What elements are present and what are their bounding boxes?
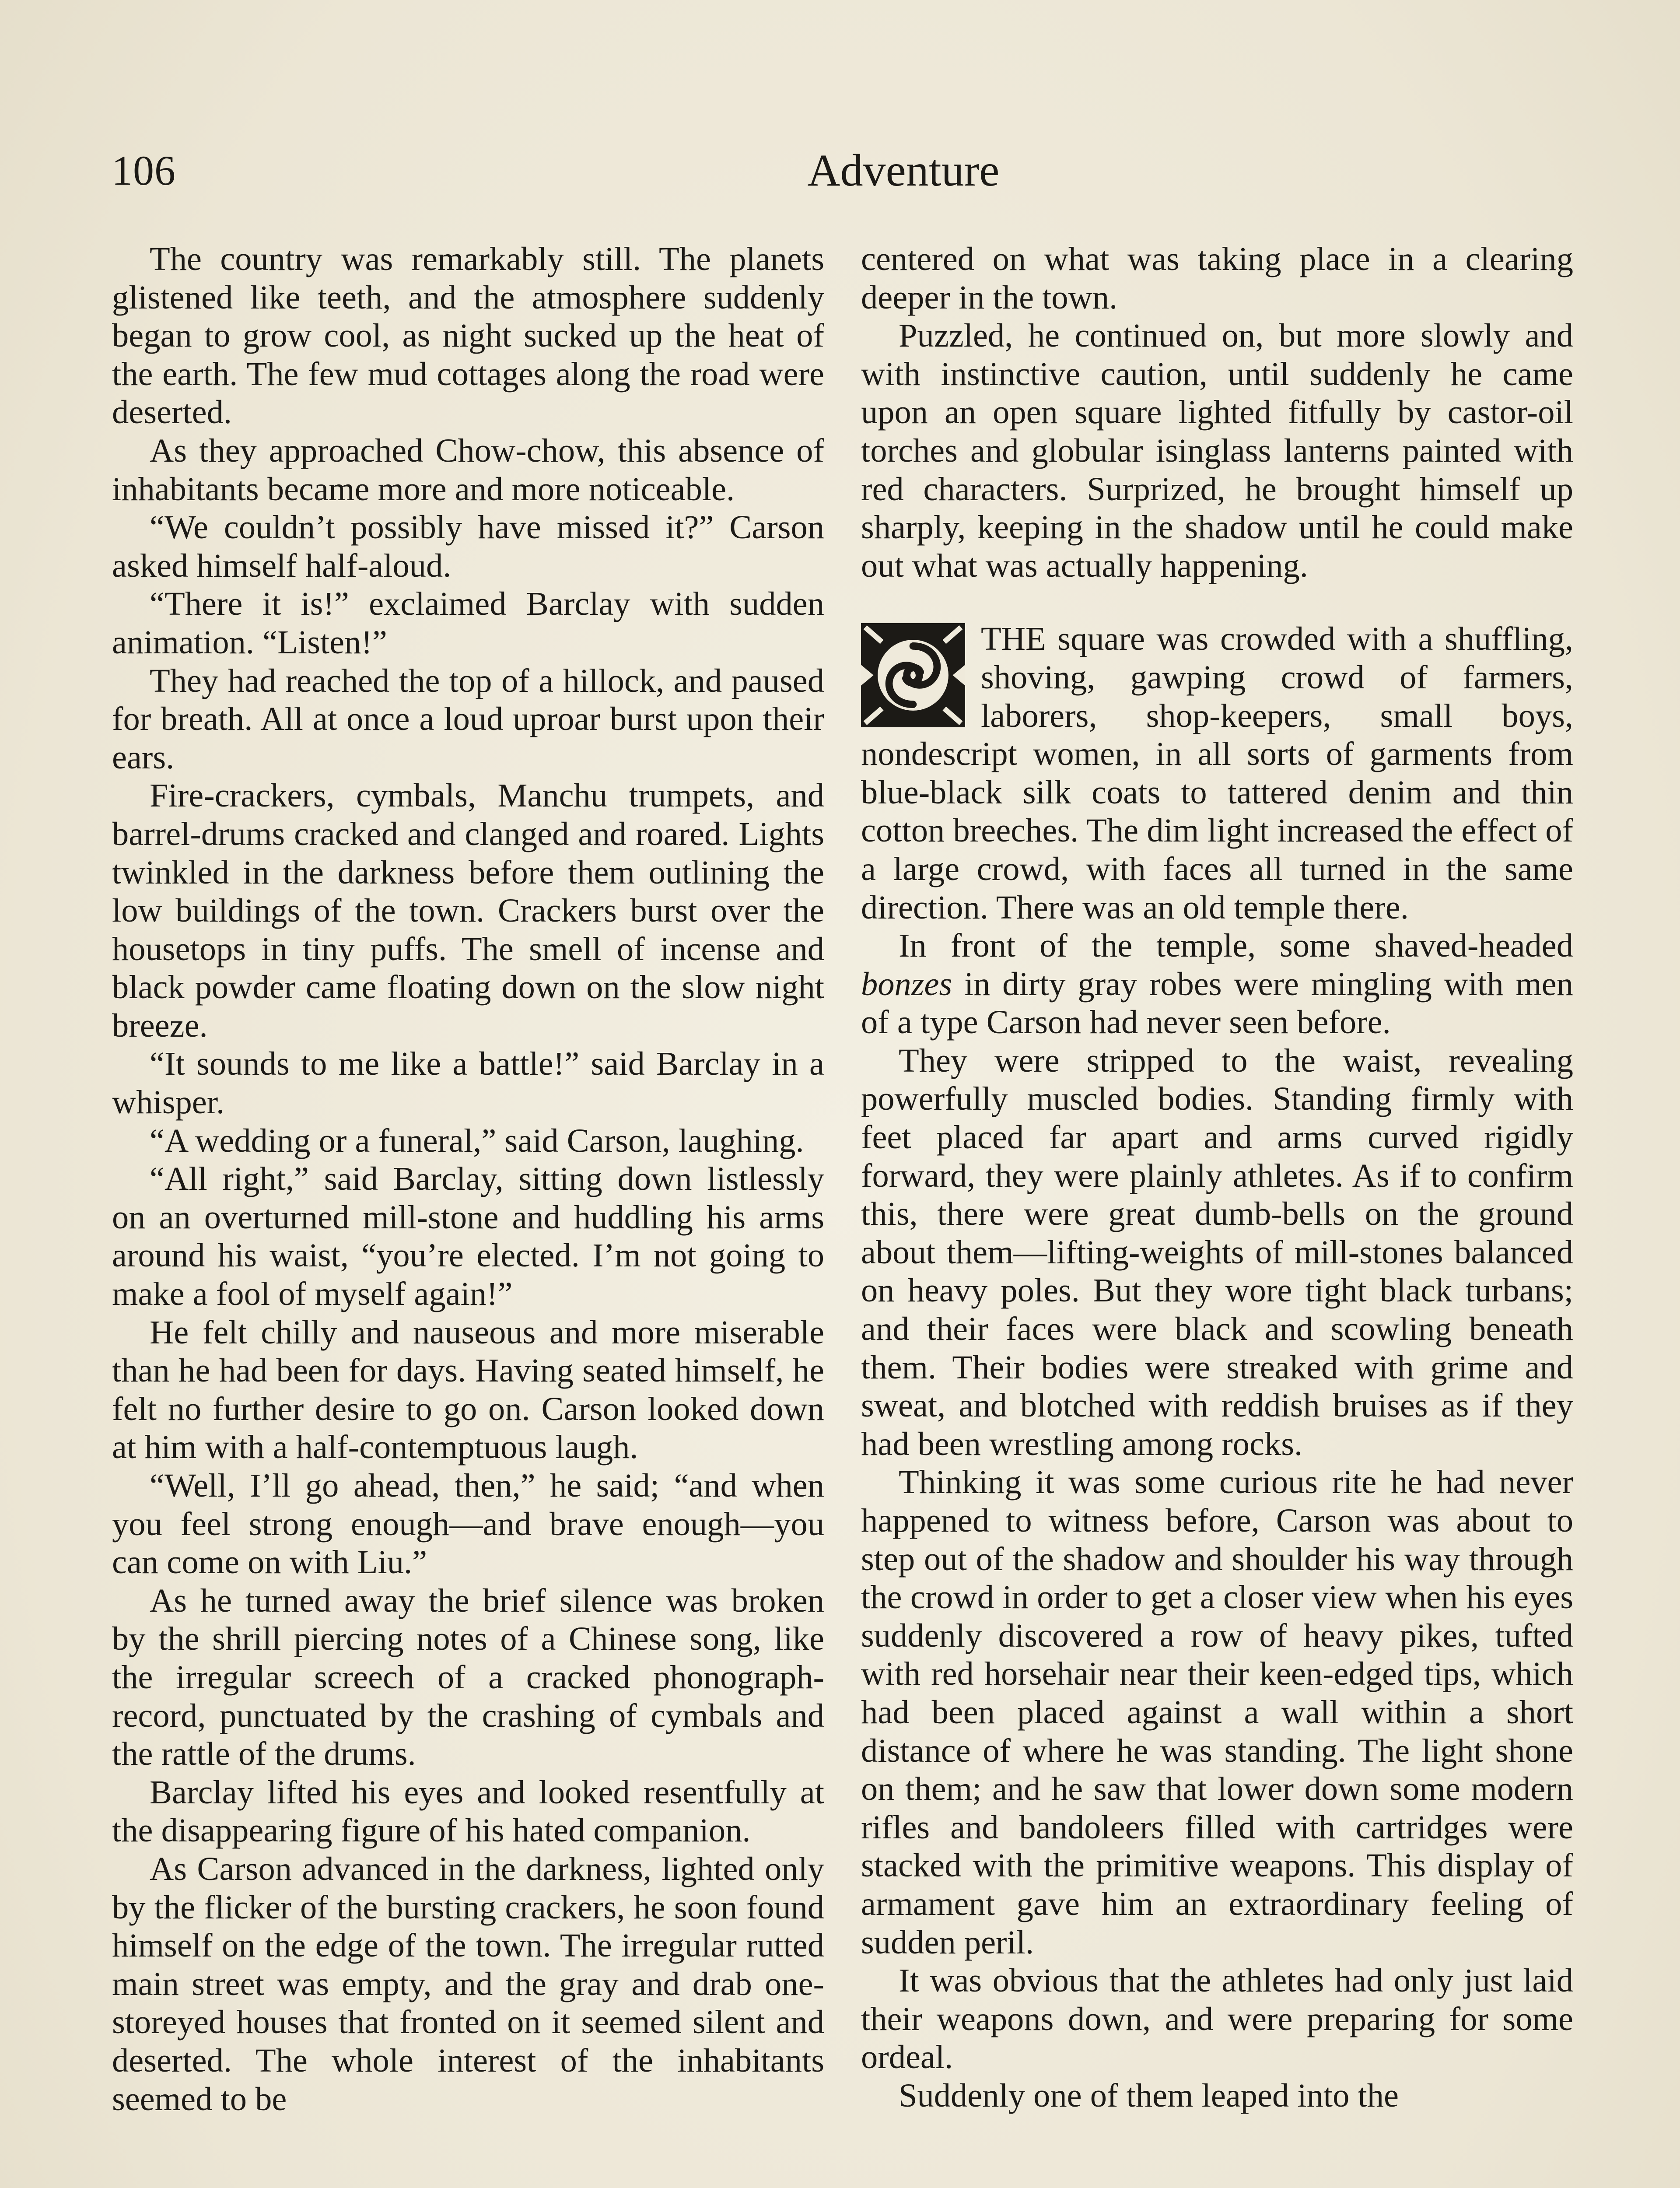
paragraph: They were stripped to the waist, revealing powerfully muscled bodies. Standing firmly with feet placed far apart and arms curved rigidly forward, they were plainly athletes. As if to confirm this, there were great dumb-bells on the ground about them—lifting-weights of mill-stones balanced on heavy poles. But they wore tight black turbans; and their faces were black and scowling beneath them. Their bodies were streaked with grime and sweat, and blotched with reddish bruises as if they had been wrestling among rocks. [861, 1041, 1573, 1462]
paragraph [861, 926, 1573, 1041]
paragraph-text: in dirty gray robes were mingling with men of a type Carson had never seen before. [861, 965, 1574, 1041]
paragraph: “Well, I’ll go ahead, then,” he said; “and when you feel strong enough—and brave enough—you can come on with Liu.” [112, 1467, 824, 1581]
paragraph: Puzzled, he continued on, but more slowly and with instinctive caution, until suddenly he came upon an open square lighted fitfully by castor-oil torches and globular isinglass lanterns painted with red characters. Surprized, he brought himself up sharply, keeping in the shadow until he could make out what was actually happening. [861, 317, 1573, 584]
page-header [112, 144, 1582, 206]
swirl-ornament-icon [861, 623, 965, 727]
paragraph: They had reached the top of a hillock, and paused for breath. All at once a loud uproar burst upon their ears. [112, 662, 824, 776]
paragraph: “All right,” said Barclay, sitting down listlessly on an overturned mill-stone and huddling his arms around his waist, “you’re elected. I’m not going to make a fool of myself again!” [112, 1160, 824, 1313]
paragraph: “It sounds to me like a battle!” said Barclay in a whisper. [112, 1045, 824, 1121]
running-head: Adventure [807, 145, 1000, 196]
paragraph: “We couldn’t possibly have missed it?” Carson asked himself half-aloud. [112, 508, 824, 584]
paragraph: The country was remarkably still. The planets glistened like teeth, and the atmosphere suddenly began to grow cool, as night sucked up the heat of the earth. The few mud cottages along the road were deserted. [112, 240, 824, 431]
paragraph: “A wedding or a funeral,” said Carson, laughing. [150, 1122, 804, 1159]
paragraph: It was obvious that the athletes had only just laid their weapons down, and were preparing for some ordeal. [861, 1962, 1573, 2076]
paragraph: Barclay lifted his eyes and looked resentfully at the disappearing figure of his hated companion. [112, 1773, 824, 1849]
paragraph: As Carson advanced in the darkness, lighted only by the flicker of the bursting crackers, he soon found himself on the edge of the town. The irregular rutted main street was empty, and the gray and drab one-storeyed houses that fronted on it seemed silent and deserted. The whole interest of the inhabitants seemed to be [112, 1850, 824, 2118]
right-column [861, 240, 1573, 2115]
page-number: 106 [112, 147, 176, 194]
paragraph-text: In front of the temple, some shaved-headed [899, 927, 1573, 964]
paragraph: Thinking it was some curious rite he had never happened to witness before, Carson was about to step out of the shadow and shoulder his way through the crowd in order to get a closer view when his eyes suddenly discovered a row of heavy pikes, tufted with red horsehair near their keen-edged tips, which had been placed against a wall within a short distance of where he was standing. The light shone on them; and he saw that lower down some modern rifles and bandoleers filled with cartridges were stacked with the primitive weapons. This display of armament gave him an extraordinary feeling of sudden peril. [861, 1463, 1573, 1961]
paragraph: Suddenly one of them leaped into the [899, 2076, 1399, 2114]
continued-paragraph: centered on what was taking place in a clearing deeper in the town. [861, 240, 1573, 316]
section-opening-paragraph: THE square was crowded with a shuffling, shoving, gawping crowd of farmers, laborers, shop-keepers, small boys, nondescript women, in all sorts of garments from blue-black silk coats to tattered denim and thin cotton breeches. The dim light increased the effect of a large crowd, with faces all turned in the same direction. There was an old temple there. [861, 620, 1573, 926]
italic-term: bonzes [861, 965, 952, 1003]
paragraph: “There it is!” exclaimed Barclay with sudden animation. “Listen!” [112, 585, 824, 661]
paragraph: As he turned away the brief silence was broken by the shrill piercing notes of a Chinese song, like the irregular screech of a cracked phonograph-record, punctuated by the crashing of cymbals and the rattle of the drums. [112, 1581, 824, 1773]
section-break [861, 620, 1573, 926]
paragraph: Fire-crackers, cymbals, Manchu trumpets, and barrel-drums cracked and clanged and roared. Lights twinkled in the darkness before them outlining the low buildings of the town. Crackers burst over the housetops in tiny puffs. The smell of incense and black powder came floating down on the slow night breeze. [112, 777, 824, 1044]
paragraph: As they approached Chow-chow, this absence of inhabitants became more and more noticeable. [112, 431, 824, 508]
paragraph: He felt chilly and nauseous and more miserable than he had been for days. Having seated himself, he felt no further desire to go on. Carson looked down at him with a half-contemptuous laugh. [112, 1313, 824, 1466]
left-column [112, 240, 824, 2118]
